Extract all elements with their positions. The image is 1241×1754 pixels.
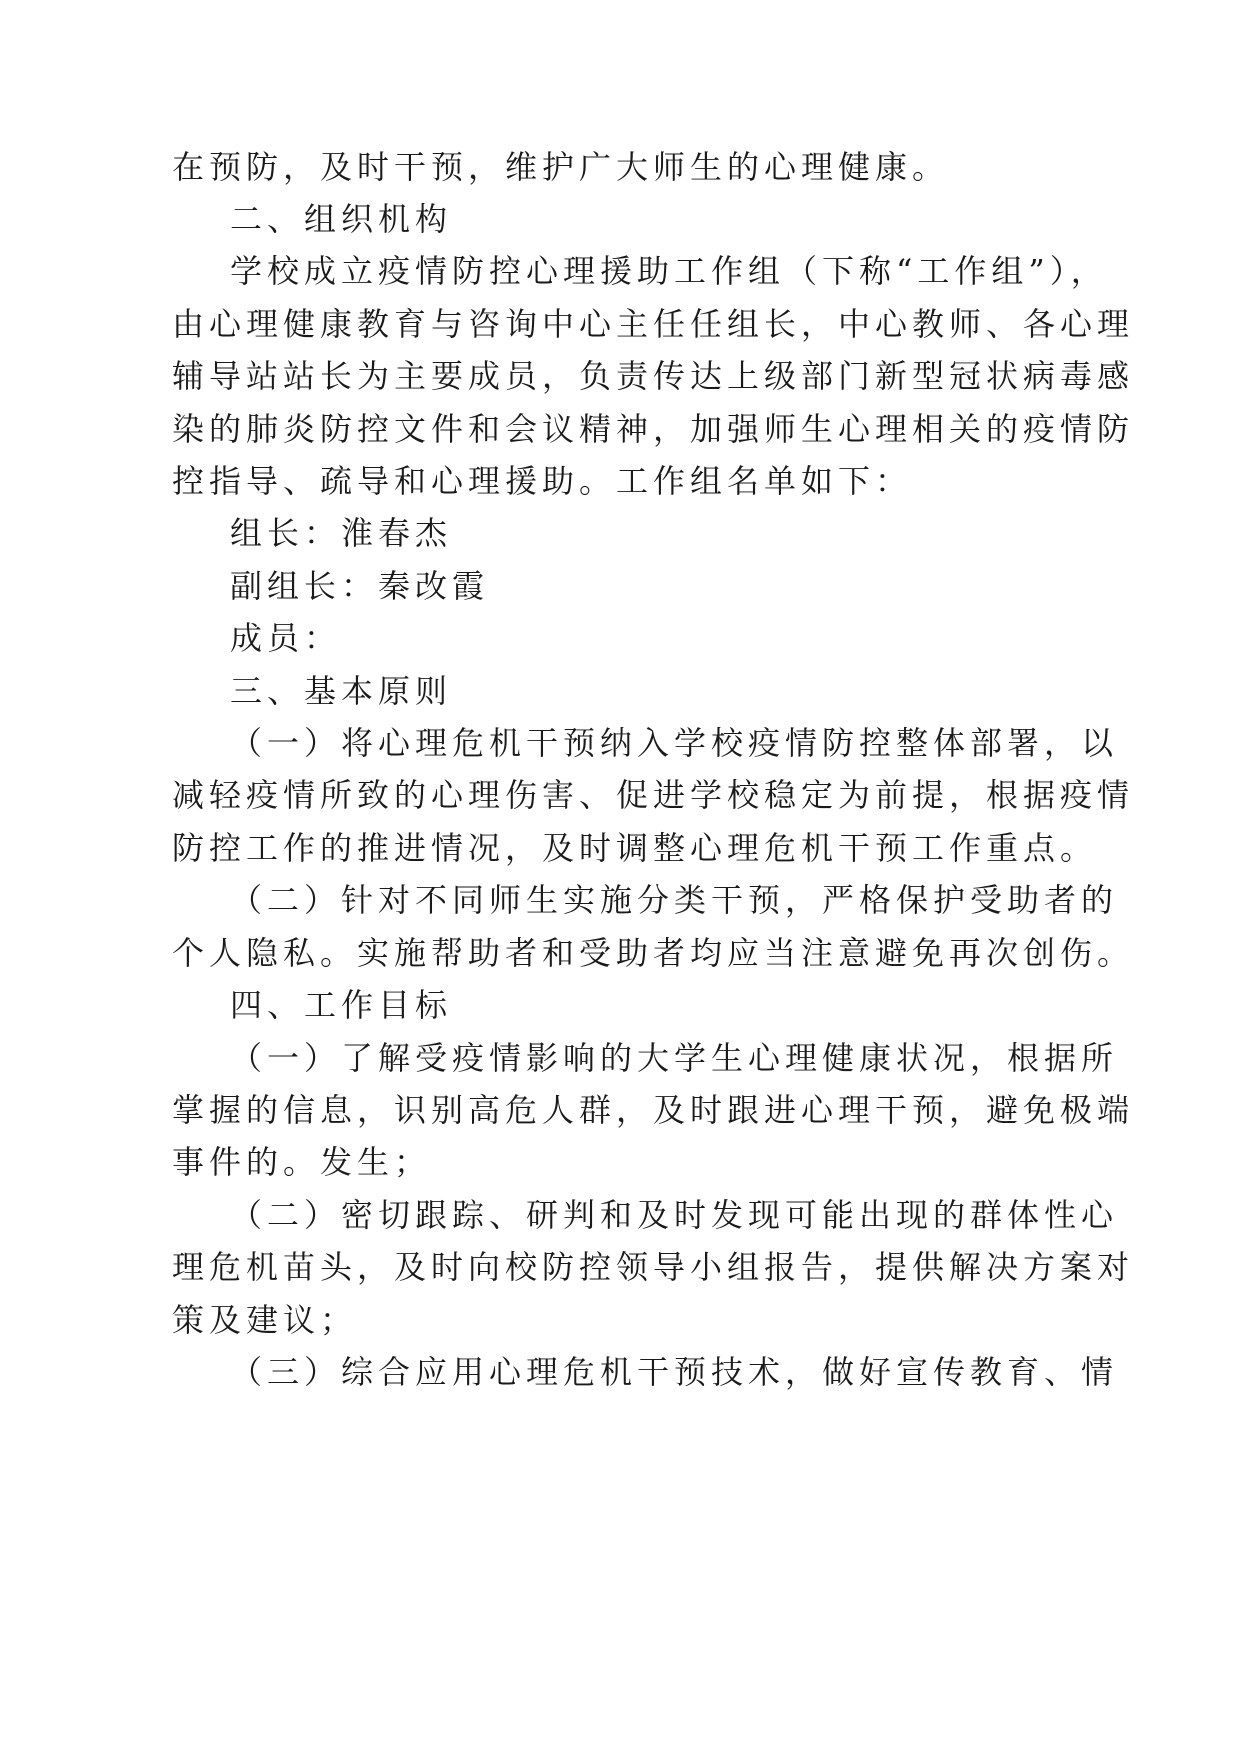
text-line-14: 防控工作的推进情况，及时调整心理危机干预工作重点。: [172, 829, 1098, 867]
text-line-6: 染的肺炎防控文件和会议精神，加强师生心理相关的疫情防: [172, 410, 1135, 448]
text-line-22: 理危机苗头，及时向校防控领导小组报告，提供解决方案对: [172, 1248, 1135, 1286]
text-line-12: （一）将心理危机干预纳入学校疫情防控整体部署，以: [230, 724, 1119, 762]
text-line-24: （三）综合应用心理危机干预技术，做好宣传教育、情: [230, 1353, 1119, 1391]
section-heading-organization: 二、组织机构: [230, 200, 453, 238]
text-line-1: 在预防，及时干预，维护广大师生的心理健康。: [172, 148, 950, 186]
text-line-5: 辅导站站长为主要成员，负责传达上级部门新型冠状病毒感: [172, 357, 1135, 395]
text-line-21: （二）密切跟踪、研判和及时发现可能出现的群体性心: [230, 1196, 1119, 1234]
text-line-19: 掌握的信息，识别高危人群，及时跟进心理干预，避免极端: [172, 1091, 1135, 1129]
members-line: 成员：: [230, 619, 342, 657]
text-line-4: 由心理健康教育与咨询中心主任任组长，中心教师、各心理: [172, 305, 1135, 343]
text-line-15: （二）针对不同师生实施分类干预，严格保护受助者的: [230, 881, 1119, 919]
section-heading-goals: 四、工作目标: [230, 986, 453, 1024]
section-heading-principles: 三、基本原则: [230, 672, 453, 710]
deputy-leader-line: 副组长：秦改霞: [230, 567, 490, 605]
text-line-23: 策及建议；: [172, 1301, 358, 1339]
text-line-20: 事件的。发生；: [172, 1143, 432, 1181]
text-line-18: （一）了解受疫情影响的大学生心理健康状况，根据所: [230, 1039, 1119, 1077]
team-leader-line: 组长：淮春杰: [230, 514, 453, 552]
text-line-13: 减轻疫情所致的心理伤害、促进学校稳定为前提，根据疫情: [172, 776, 1135, 814]
text-line-3: 学校成立疫情防控心理援助工作组（下称“工作组”），: [230, 252, 1108, 290]
text-line-7: 控指导、疏导和心理援助。工作组名单如下：: [172, 462, 913, 500]
text-line-16: 个人隐私。实施帮助者和受助者均应当注意避免再次创伤。: [172, 934, 1135, 972]
